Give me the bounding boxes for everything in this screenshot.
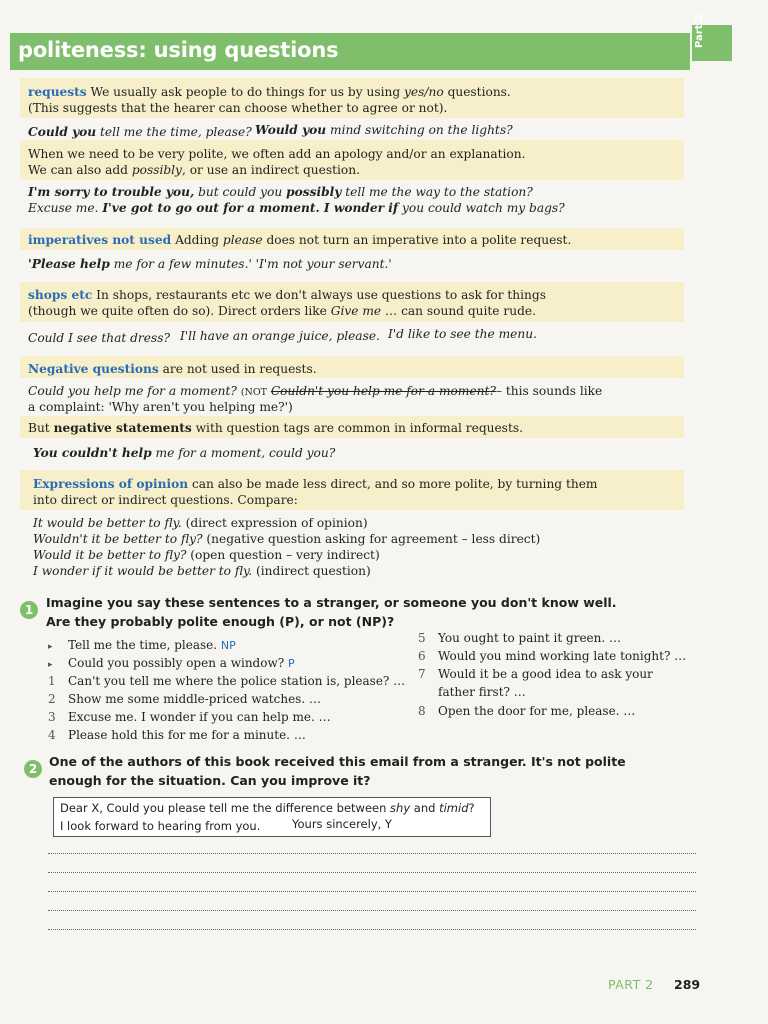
term-imperatives: imperatives not used xyxy=(28,233,172,247)
opinion-line1: Expressions of opinion can also be made less direct, and so more polite, by turning them xyxy=(33,477,598,491)
shops-example-1: Could I see that dress? xyxy=(28,331,170,345)
imperatives-line: imperatives not used Adding please does not turn an imperative into a polite request. xyxy=(28,233,572,247)
opinion-row: Would it be better to fly? (open question – very indirect) xyxy=(33,548,380,562)
exercise-1-question-line1: Imagine you say these sentences to a stranger, or someone you don't know well. xyxy=(46,595,617,610)
answer-line[interactable] xyxy=(48,891,696,892)
exercise-1-item: 7 Would it be a good idea to ask your xyxy=(418,667,653,681)
answer-line[interactable] xyxy=(48,853,696,854)
shops-line2: (though we quite often do so). Direct orders like Give me … can sound quite rude. xyxy=(28,304,536,318)
answer-np: NP xyxy=(220,639,236,652)
answer-line[interactable] xyxy=(48,872,696,873)
opinion-row: It would be better to fly. (direct expression of opinion) xyxy=(33,516,368,530)
shops-line1: shops etc In shops, restaurants etc we don't always use questions to ask for things xyxy=(28,288,546,302)
polite-line2: We can also add possibly, or use an indirect question. xyxy=(28,163,360,177)
imperatives-example: 'Please help me for a few minutes.' 'I'm not your servant.' xyxy=(28,257,392,271)
exercise-1-item: 5 You ought to paint it green. … xyxy=(418,631,621,645)
polite-example-2: Excuse me. I've got to go out for a moment. I wonder if you could watch my bags? xyxy=(28,201,565,215)
requests-example-2: Would you mind switching on the lights? xyxy=(255,123,513,137)
negative-line: Negative questions are not used in requests. xyxy=(28,362,317,376)
requests-line2: (This suggests that the hearer can choose whether to agree or not). xyxy=(28,101,448,115)
page-title: politeness: using questions xyxy=(18,38,339,62)
exercise-1-number: 1 xyxy=(20,601,38,619)
exercise-1-item: 8 Open the door for me, please. … xyxy=(418,704,636,718)
term-shops: shops etc xyxy=(28,288,93,302)
email-line1: Dear X, Could you please tell me the difference between shy and timid? xyxy=(60,801,475,815)
email-signature: Yours sincerely, Y xyxy=(292,817,392,831)
exercise-1-item: 1 Can't you tell me where the police station is, please? … xyxy=(48,674,406,688)
term-requests: requests xyxy=(28,85,87,99)
exercise-1-item: 3 Excuse me. I wonder if you can help me. … xyxy=(48,710,331,724)
exercise-2-number: 2 xyxy=(24,760,42,778)
requests-line1: requests We usually ask people to do things for us by using yes/no questions. xyxy=(28,85,511,99)
part-tab-label: Part 2 xyxy=(694,14,705,48)
exercise-2-question-line1: One of the authors of this book received this email from a stranger. It's not polite xyxy=(49,754,626,769)
exercise-1-item: ▸ Could you possibly open a window? P xyxy=(48,656,295,670)
opinion-row: Wouldn't it be better to fly? (negative question asking for agreement – less direct) xyxy=(33,532,541,546)
term-negative: Negative questions xyxy=(28,362,159,376)
exercise-1-item: 6 Would you mind working late tonight? … xyxy=(418,649,687,663)
opinion-line2: into direct or indirect questions. Compare: xyxy=(33,493,298,507)
email-line2: I look forward to hearing from you. xyxy=(60,819,261,833)
polite-line1: When we need to be very polite, we often add an apology and/or an explanation. xyxy=(28,147,526,161)
negative-example: Could you help me for a moment? (NOT Couldn't you help me for a moment?– this sounds like xyxy=(28,384,603,398)
negative-statement: But negative statements with question tags are common in informal requests. xyxy=(28,421,523,435)
answer-line[interactable] xyxy=(48,929,696,930)
negative-line2: a complaint: 'Why aren't you helping me?') xyxy=(28,400,293,414)
exercise-1-item: 4 Please hold this for me for a minute. … xyxy=(48,728,306,742)
answer-p: P xyxy=(288,657,295,670)
polite-example-1: I'm sorry to trouble you, but could you possibly tell me the way to the station? xyxy=(28,185,533,199)
answer-line[interactable] xyxy=(48,910,696,911)
exercise-2-question-line2: enough for the situation. Can you improve it? xyxy=(49,773,371,788)
exercise-1-item: ▸ Tell me the time, please. NP xyxy=(48,638,236,652)
exercise-1-question-line2: Are they probably polite enough (P), or not (NP)? xyxy=(46,614,395,629)
negative-example-2: You couldn't help me for a moment, could you? xyxy=(33,446,336,460)
requests-example-1: Could you tell me the time, please? xyxy=(28,125,252,139)
shops-example-2: I'll have an orange juice, please. xyxy=(180,329,380,343)
exercise-1-item: 2 Show me some middle-priced watches. … xyxy=(48,692,321,706)
term-opinion: Expressions of opinion xyxy=(33,477,189,491)
page-number: 289 xyxy=(674,977,701,992)
shops-example-3: I'd like to see the menu. xyxy=(388,327,537,341)
footer-part: PART 2 xyxy=(608,977,654,992)
opinion-row: I wonder if it would be better to fly. (indirect question) xyxy=(33,564,371,578)
exercise-1-item: father first? … xyxy=(438,685,526,699)
